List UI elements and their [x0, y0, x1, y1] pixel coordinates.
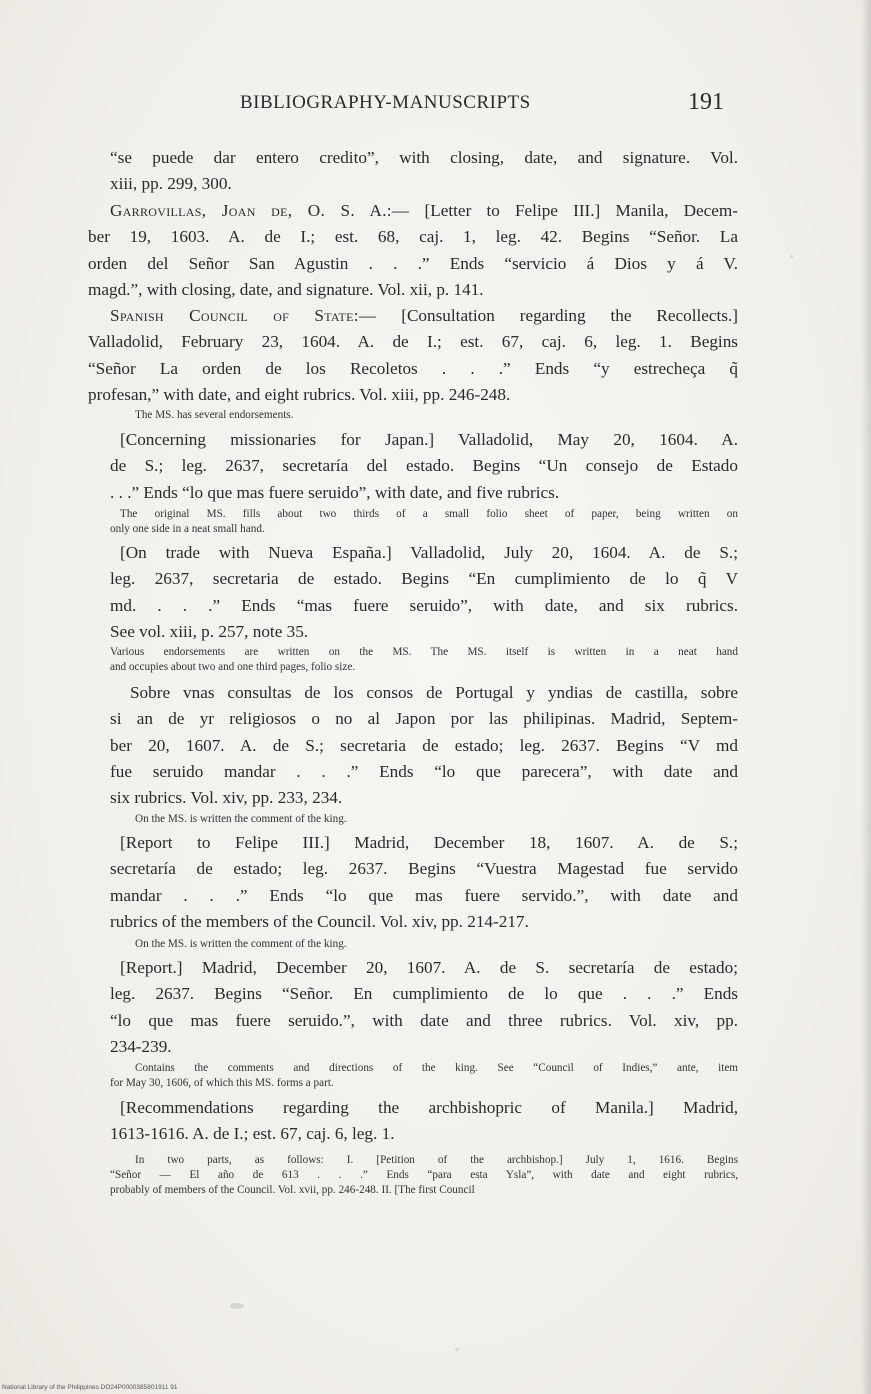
note-6 — [110, 1061, 738, 1091]
note-line: Contains the comments and directions of the king. See “Council of Indies,” ante, item — [135, 1062, 738, 1074]
text-line: xiii, pp. 299, 300. — [110, 174, 232, 194]
scan-speck — [455, 1348, 459, 1351]
text-line: See vol. xiii, p. 257, note 35. — [110, 621, 309, 641]
entry-spanish-council — [88, 303, 738, 408]
note-line: and occupies about two and one third pages, folio size. — [110, 661, 356, 673]
note-line: The original MS. fills about two thirds of a small folio sheet of paper, being written on — [120, 508, 738, 520]
text-line: secretaría de estado; leg. 2637. Begins “Vuestra Magestad fue servido — [110, 859, 738, 879]
text-line: [Report.] Madrid, December 20, 1607. A. de S. secretaría de estado; — [120, 958, 738, 977]
text-line: [Concerning missionaries for Japan.] Valladolid, May 20, 1604. A. — [120, 430, 738, 449]
entry-garrovillas — [88, 198, 738, 303]
note-line: probably of members of the Council. Vol. xvii, pp. 246-248. II. [The first Council — [110, 1184, 475, 1196]
text-line: [Recommendations regarding the archbishopric of Manila.] Madrid, — [120, 1098, 738, 1117]
text-line: mandar . . .” Ends “lo que mas fuere servido.”, with date and — [110, 885, 738, 905]
text-line: ber 19, 1603. A. de I.; est. 68, caj. 1, leg. 42. Begins “Señor. La — [88, 227, 738, 247]
text-line: . . .” Ends “lo que mas fuere seruido”, with date, and five rubrics. — [110, 482, 560, 502]
text-line: “Señor La orden de los Recoletos . . .” Ends “y estrecheça q̃ — [88, 358, 738, 378]
entry-consultas — [110, 680, 738, 811]
text-line: si an de yr religiosos o no al Japon por las philipinas. Madrid, Septem- — [110, 709, 738, 729]
text-line: Valladolid, February 23, 1604. A. de I.; est. 67, caj. 6, leg. 1. Begins — [88, 332, 738, 352]
note-line: In two parts, as follows: I. [Petition of the archbishop.] July 1, 1616. Begins — [135, 1154, 738, 1166]
text-line: 234-239. — [110, 1036, 172, 1056]
note-5 — [135, 937, 535, 952]
note-4 — [135, 812, 535, 827]
text-line: profesan,” with date, and eight rubrics. Vol. xiii, pp. 246-248. — [88, 384, 511, 404]
text-line: 1613-1616. A. de I.; est. 67, caj. 6, leg. 1. — [110, 1124, 395, 1144]
text-line: de S.; leg. 2637, secretaría del estado. Begins “Un consejo de Estado — [110, 456, 738, 476]
text-line: Garrovillas, Joan de, O. S. A.:— [Letter to Felipe III.] Manila, Decem- — [110, 201, 738, 220]
entry-missionaries-japan — [110, 427, 738, 506]
note-line: for May 30, 1606, of which this MS. forms a part. — [110, 1077, 334, 1089]
note-line: On the MS. is written the comment of the king. — [135, 938, 347, 950]
text-line: Spanish Council of State:— [Consultation regarding the Recollects.] — [110, 306, 738, 325]
scan-speck — [230, 1303, 244, 1309]
note-line: “Señor — El año de 613 . . .” Ends “para esta Ysla”, with date and eight rubrics, — [110, 1169, 738, 1181]
text-line: “se puede dar entero credito”, with closing, date, and signature. Vol. — [110, 148, 738, 167]
text-line: orden del Señor San Agustin . . .” Ends “servicio á Dios y á V. — [88, 253, 738, 273]
note-line: Various endorsements are written on the MS. The MS. itself is written in a neat hand — [110, 646, 738, 658]
note-line: The MS. has several endorsements. — [135, 409, 294, 421]
text-line: Sobre vnas consultas de los consos de Portugal y yndias de castilla, sobre — [130, 683, 738, 702]
text-line: md. . . .” Ends “mas fuere seruido”, with date, and six rubrics. — [110, 595, 738, 615]
entry-report-dec-18 — [110, 830, 738, 935]
text-line: ber 20, 1607. A. de S.; secretaria de estado; leg. 2637. Begins “V md — [110, 735, 738, 755]
note-1 — [135, 408, 435, 423]
note-2 — [110, 507, 738, 537]
text-line: fue seruido mandar . . .” Ends “lo que parecera”, with date and — [110, 761, 738, 781]
note-3 — [110, 645, 738, 675]
note-line: only one side in a neat small hand. — [110, 523, 265, 535]
text-line: rubrics of the members of the Council. Vol. xiv, pp. 214-217. — [110, 911, 529, 931]
text-line: [Report to Felipe III.] Madrid, December 18, 1607. A. de S.; — [120, 833, 738, 852]
text-line: “lo que mas fuere seruido.”, with date and three rubrics. Vol. xiv, pp. — [110, 1010, 738, 1030]
text-line: magd.”, with closing, date, and signature. Vol. xii, p. 141. — [88, 279, 484, 299]
entry-nueva-espana — [110, 540, 738, 645]
scan-speck — [790, 255, 793, 258]
text-line: leg. 2637. Begins “Señor. En cumplimiento de lo que . . .” Ends — [110, 984, 738, 1004]
text-line: leg. 2637, secretaria de estado. Begins “En cumplimiento de lo q̃ V — [110, 569, 738, 589]
page-edge-shadow — [861, 0, 871, 1394]
text-line: [On trade with Nueva España.] Valladolid, July 20, 1604. A. de S.; — [120, 543, 738, 562]
entry-recommendations — [110, 1095, 738, 1148]
entry-report-dec-20 — [110, 955, 738, 1060]
note-line: On the MS. is written the comment of the king. — [135, 813, 347, 825]
note-7 — [110, 1153, 738, 1198]
page-number: 191 — [688, 89, 724, 115]
scan-footer: National Library of the Philippines DO24P0000385801911 91 — [2, 1384, 178, 1391]
text-line: six rubrics. Vol. xiv, pp. 233, 234. — [110, 788, 343, 808]
running-header: BIBLIOGRAPHY-MANUSCRIPTS — [240, 92, 531, 113]
entry-continuation — [110, 145, 738, 198]
